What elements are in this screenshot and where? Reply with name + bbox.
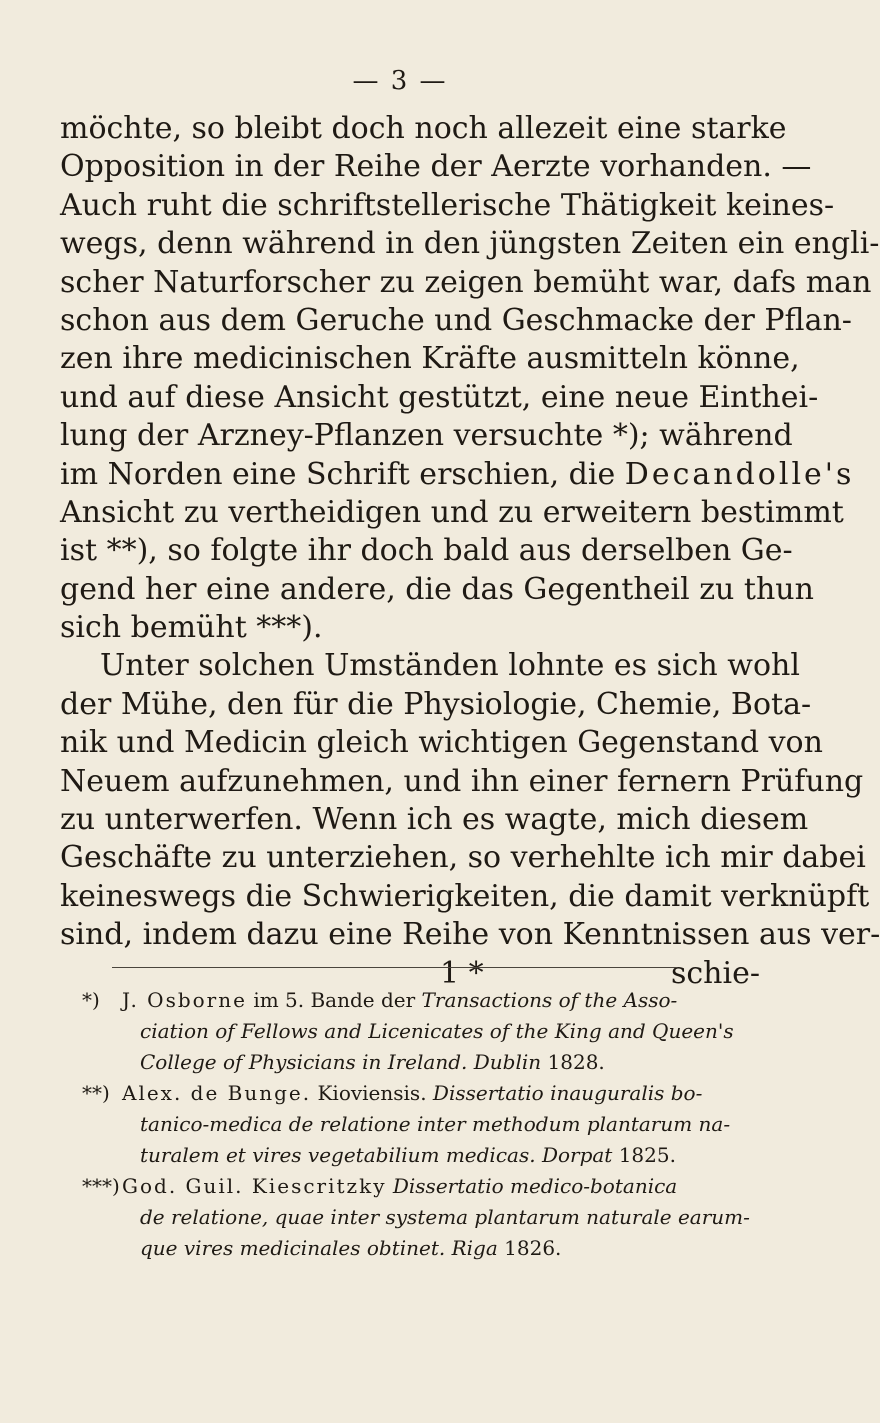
footnote-text: im 5. Bande der xyxy=(246,988,422,1012)
text-line: lung der Arzney-Pflanzen versuchte *); während xyxy=(60,418,793,454)
footnote-place: Dorpat xyxy=(541,1143,613,1167)
text-line: scher Naturforscher zu zeigen bemüht war, dafs man xyxy=(60,264,872,300)
footnotes xyxy=(82,985,750,1264)
text-line: ist **), so folgte ihr doch bald aus derselben Ge- xyxy=(60,533,793,569)
footnote-author: Alex. de Bunge. xyxy=(122,1081,312,1105)
text-line: möchte, so bleibt doch noch allezeit eine starke xyxy=(60,111,787,146)
footnote-text: Kioviensis. xyxy=(311,1081,433,1105)
footnote-author: God. Guil. Kiescritzky xyxy=(122,1174,387,1198)
footnote-title: que vires medicinales obtinet. xyxy=(140,1236,446,1260)
footnote-marker: **) xyxy=(82,1081,110,1105)
text-line: keineswegs die Schwierigkeiten, die damit verknüpft xyxy=(60,878,870,914)
body-text xyxy=(60,110,880,995)
footnote-line xyxy=(82,1047,712,1078)
text-line: Neuem aufzunehmen, und ihn einer fernern Prüfung xyxy=(60,763,864,799)
text-line: zen ihre medicinischen Kräfte ausmitteln könne, xyxy=(60,341,800,377)
footnote-line: ciation of Fellows and Licenicates of the King and Queen's xyxy=(140,1019,734,1043)
footnote-year: 1826. xyxy=(504,1236,562,1260)
footnote-title: College of Physicians in Ireland. xyxy=(140,1050,468,1074)
text-line: sind, indem dazu eine Reihe von Kenntnissen aus ver- xyxy=(60,917,880,953)
text-line: der Mühe, den für die Physiologie, Chemie, Bota- xyxy=(60,686,812,722)
text-line: zu unterwerfen. Wenn ich es wagte, mich diesem xyxy=(60,802,809,838)
footnote-year: 1825. xyxy=(618,1143,676,1167)
footnote-line xyxy=(82,1078,712,1109)
footnote-rule xyxy=(112,967,677,968)
page-number: — 3 — xyxy=(352,66,448,96)
printer-signature: 1 * xyxy=(440,955,484,991)
text-line: sich bemüht ***). xyxy=(60,610,323,646)
text-line: Auch ruht die schriftstellerische Thätigkeit keines- xyxy=(60,187,835,223)
footnote-title: turalem et vires vegetabilium medicas. xyxy=(140,1143,536,1167)
footnote-title: Dissertatio inauguralis bo- xyxy=(432,1081,703,1105)
footnote-marker: ***) xyxy=(82,1174,120,1198)
text-line xyxy=(60,456,855,494)
footnote-line: de relatione, quae inter systema plantarum naturale earum- xyxy=(140,1205,750,1229)
footnote-author: J. Osborne xyxy=(122,988,247,1012)
text-line: Unter solchen Umständen lohnte es sich wohl xyxy=(100,648,800,684)
text-line: nik und Medicin gleich wichtigen Gegenstand von xyxy=(60,725,823,761)
author-name-decandolle: Decandolle's xyxy=(624,456,855,492)
footnote-place: Dublin xyxy=(473,1050,542,1074)
text-line: Geschäfte zu unterziehen, so verhehlte ich mir dabei xyxy=(60,840,866,876)
footnote-year: 1828. xyxy=(547,1050,605,1074)
footnote-title: Dissertatio medico-botanica xyxy=(392,1174,678,1198)
footnote-line: tanico-medica de relatione inter methodum plantarum na- xyxy=(140,1112,731,1136)
footnote-place: Riga xyxy=(451,1236,498,1260)
text-segment: im Norden eine Schrift erschien, die xyxy=(60,456,616,492)
catchword: schie- xyxy=(670,955,760,991)
text-line: gend her eine andere, die das Gegentheil zu thun xyxy=(60,571,814,607)
footnote-line xyxy=(82,985,712,1016)
text-line: Opposition in der Reihe der Aerzte vorhanden. — xyxy=(60,149,812,185)
footnote-line xyxy=(82,1233,712,1264)
text-line: wegs, denn während in den jüngsten Zeiten ein engli- xyxy=(60,226,880,262)
footnote-title: Transactions of the Asso- xyxy=(421,988,678,1012)
footnote-marker: *) xyxy=(82,988,100,1012)
footnote-line xyxy=(82,1171,712,1202)
text-line: schon aus dem Geruche und Geschmacke der Pflan- xyxy=(60,302,852,338)
text-line: Ansicht zu vertheidigen und zu erweitern bestimmt xyxy=(60,494,844,530)
text-line: und auf diese Ansicht gestützt, eine neue Einthei- xyxy=(60,379,819,415)
footnote-line xyxy=(82,1140,712,1171)
